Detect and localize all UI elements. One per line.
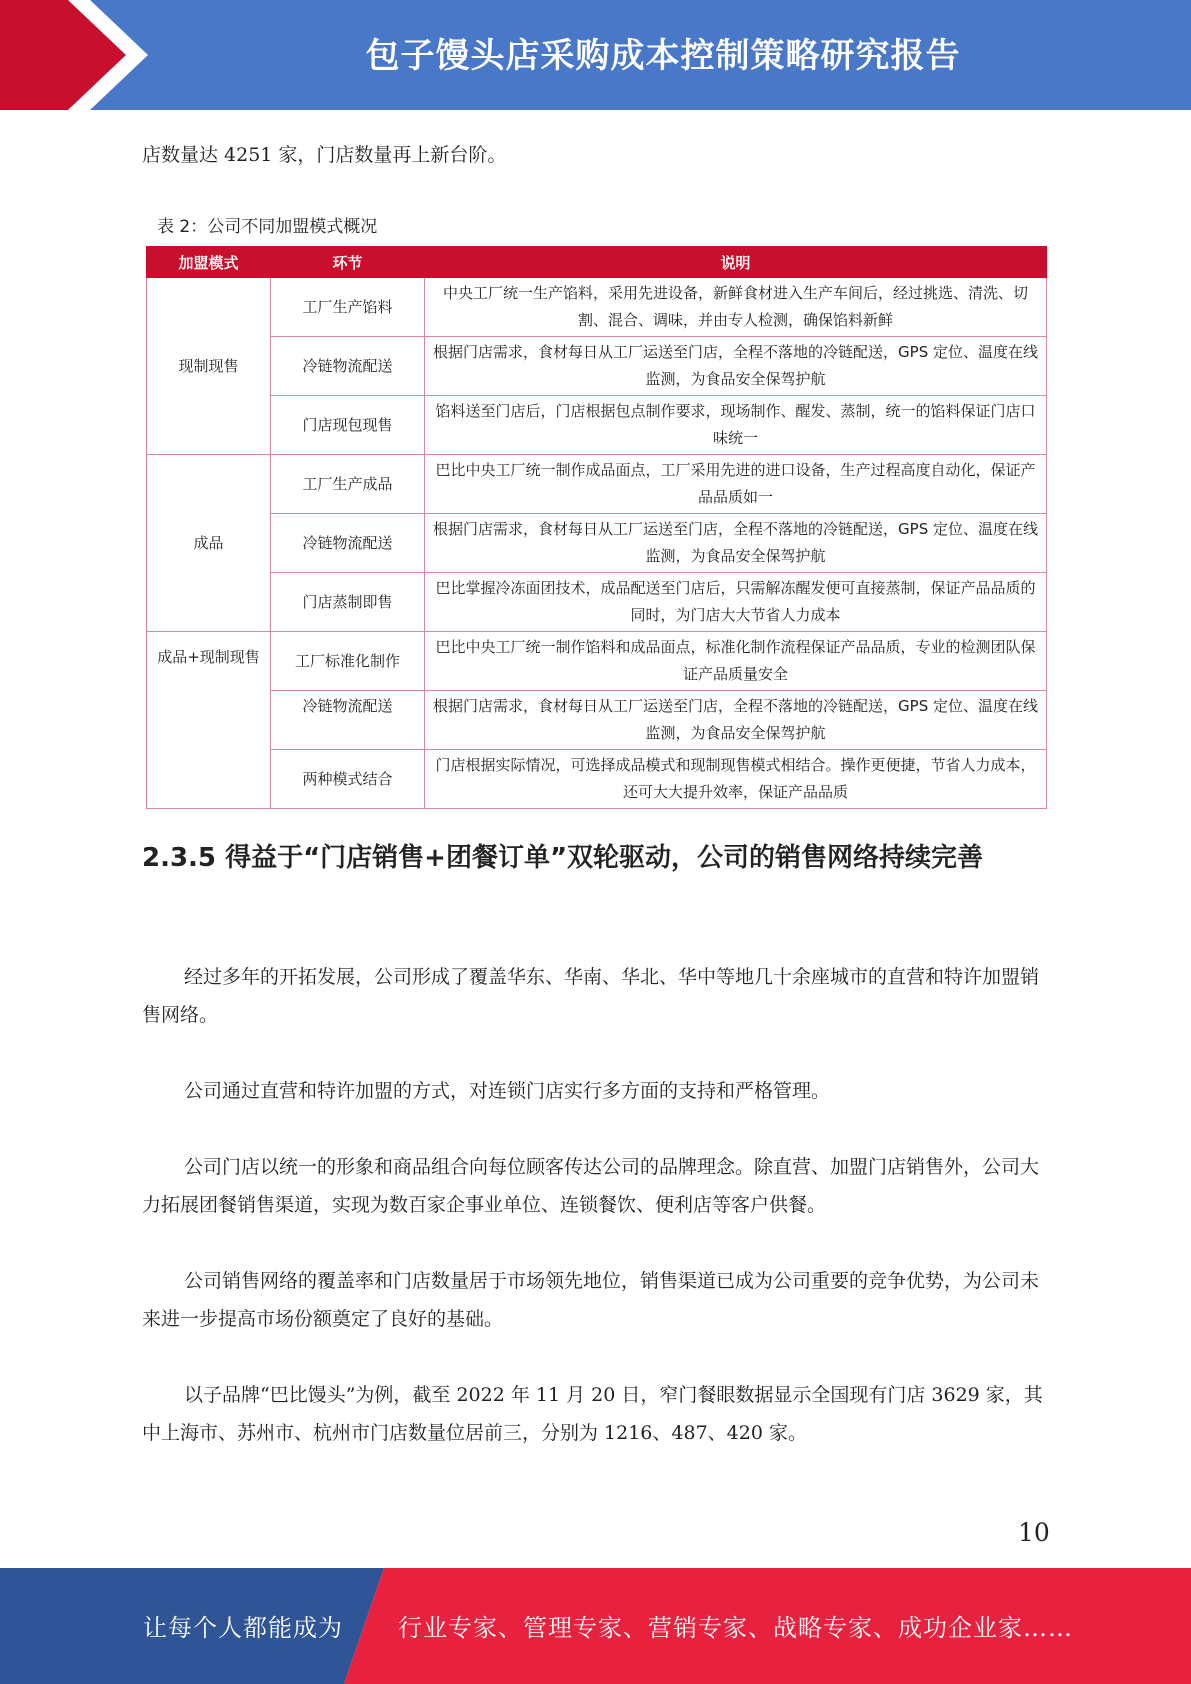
mode-cell: 成品: [147, 455, 271, 632]
body-paragraph: 公司门店以统一的形象和商品组合向每位顾客传达公司的品牌理念。除直营、加盟门店销售外，公司大力拓展团餐销售渠道，实现为数百家企事业单位、连锁餐饮、便利店等客户供餐。: [142, 1156, 1040, 1216]
step-cell: 门店蒸制即售: [271, 573, 425, 632]
table-row: [147, 278, 1047, 337]
body-paragraph: 经过多年的开拓发展，公司形成了覆盖华东、华南、华北、华中等地几十余座城市的直营和特许加盟销售网络。: [142, 966, 1040, 1026]
desc-cell: 馅料送至门店后，门店根据包点制作要求，现场制作、醒发、蒸制，统一的馅料保证门店口味统一: [425, 396, 1047, 455]
mode-cell: 现制现售: [147, 278, 271, 455]
franchise-mode-table: [146, 246, 1047, 809]
page-header: [0, 0, 1191, 110]
footer-slogan-left: 让每个人都能成为: [143, 1614, 343, 1642]
table-row: [147, 691, 1047, 750]
desc-cell: 根据门店需求，食材每日从工厂运送至门店，全程不落地的冷链配送，GPS 定位、温度在线监测，为食品安全保驾护航: [425, 691, 1047, 750]
desc-cell: 中央工厂统一生产馅料，采用先进设备，新鲜食材进入生产车间后，经过挑选、清洗、切割、混合、调味，并由专人检测，确保馅料新鲜: [425, 278, 1047, 337]
footer-slogan-right: 行业专家、管理专家、营销专家、战略专家、成功企业家……: [398, 1614, 1073, 1642]
step-cell: 门店现包现售: [271, 396, 425, 455]
table-row: [147, 573, 1047, 632]
section-heading: 2.3.5 得益于“门店销售+团餐订单”双轮驱动，公司的销售网络持续完善: [142, 843, 984, 873]
desc-cell: 门店根据实际情况，可选择成品模式和现制现售模式相结合。操作更便捷，节省人力成本，还可大大提升效率，保证产品品质: [425, 750, 1047, 809]
report-title: 包子馒头店采购成本控制策略研究报告: [365, 36, 961, 76]
step-cell: 两种模式结合: [271, 750, 425, 809]
page-number: 10: [1018, 1518, 1050, 1547]
step-cell: 冷链物流配送: [271, 337, 425, 396]
step-cell: 工厂标准化制作: [271, 632, 425, 691]
col-header-mode: 加盟模式: [147, 247, 271, 278]
desc-cell: 根据门店需求，食材每日从工厂运送至门店，全程不落地的冷链配送，GPS 定位、温度在线监测，为食品安全保驾护航: [425, 337, 1047, 396]
step-cell: 工厂生产成品: [271, 455, 425, 514]
desc-cell: 巴比中央工厂统一制作馅料和成品面点，标准化制作流程保证产品品质，专业的检测团队保证产品质量安全: [425, 632, 1047, 691]
table-row: [147, 396, 1047, 455]
table-header-row: [147, 247, 1047, 278]
table-row: [147, 750, 1047, 809]
body-paragraph: 公司销售网络的覆盖率和门店数量居于市场领先地位，销售渠道已成为公司重要的竞争优势，为公司未来进一步提高市场份额奠定了良好的基础。: [142, 1270, 1040, 1330]
desc-cell: 巴比中央工厂统一制作成品面点，工厂采用先进的进口设备，生产过程高度自动化，保证产品品质如一: [425, 455, 1047, 514]
page-footer: [0, 1568, 1191, 1684]
table-row: [147, 514, 1047, 573]
step-cell: 冷链物流配送: [271, 514, 425, 573]
col-header-desc: 说明: [425, 247, 1047, 278]
table-row: [147, 337, 1047, 396]
table-caption: 表 2：公司不同加盟模式概况: [157, 217, 378, 237]
table-row: [147, 455, 1047, 514]
body-paragraph: 公司通过直营和特许加盟的方式，对连锁门店实行多方面的支持和严格管理。: [184, 1080, 831, 1102]
desc-cell: 巴比掌握冷冻面团技术，成品配送至门店后，只需解冻醒发便可直接蒸制，保证产品品质的同时，为门店大大节省人力成本: [425, 573, 1047, 632]
table-row: [147, 632, 1047, 691]
step-cell: 冷链物流配送: [271, 691, 425, 750]
intro-line: 店数量达 4251 家，门店数量再上新台阶。: [142, 144, 507, 166]
col-header-step: 环节: [271, 247, 425, 278]
desc-cell: 根据门店需求，食材每日从工厂运送至门店，全程不落地的冷链配送，GPS 定位、温度在线监测，为食品安全保驾护航: [425, 514, 1047, 573]
body-paragraph: 以子品牌“巴比馒头”为例，截至 2022 年 11 月 20 日，窄门餐眼数据显示全国现有门店 3629 家，其中上海市、苏州市、杭州市门店数量位居前三，分别为 1216、487、420 家。: [142, 1384, 1043, 1444]
mode-cell: 成品+现制现售: [147, 632, 271, 809]
step-cell: 工厂生产馅料: [271, 278, 425, 337]
